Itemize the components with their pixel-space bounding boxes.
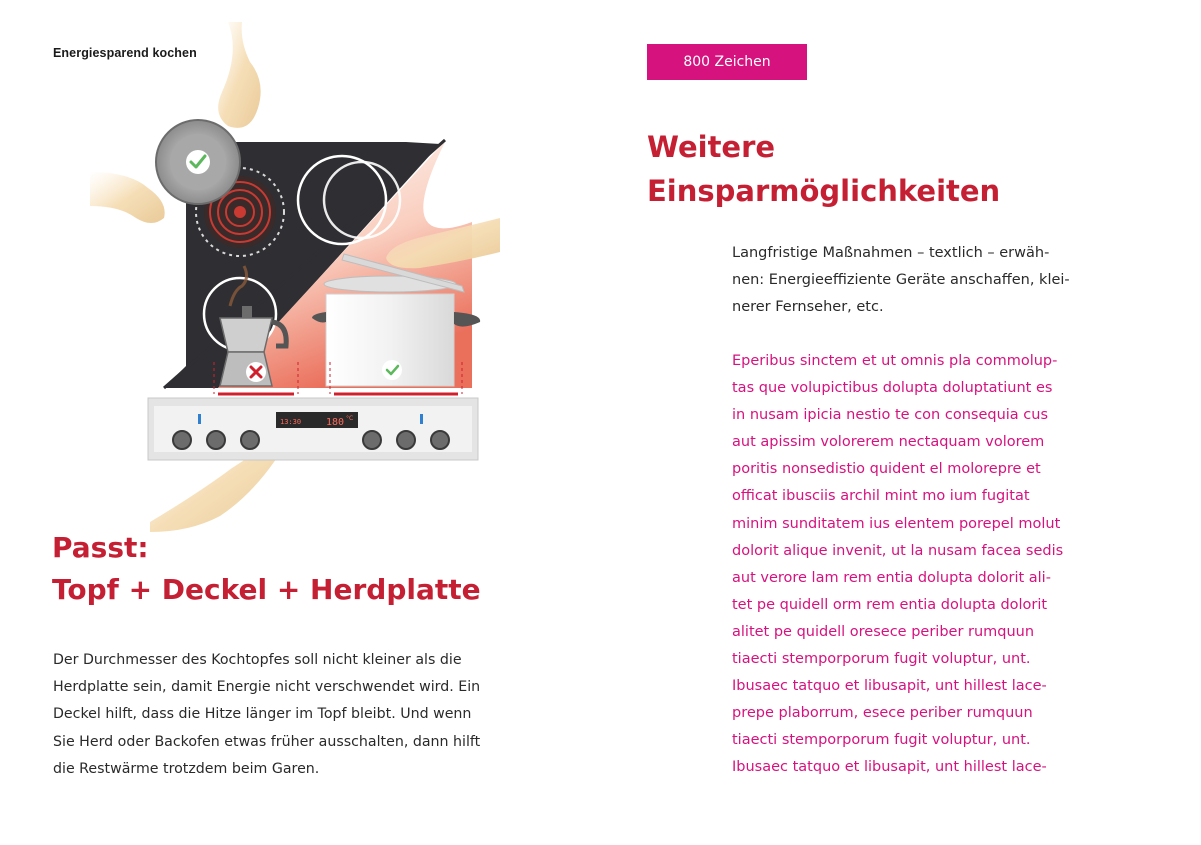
control-panel bbox=[148, 398, 478, 460]
placeholder-line: Ibusaec tatquo et libusapit, unt hillest lace- bbox=[732, 678, 1047, 695]
body-line: Herdplatte sein, damit Energie nicht verschwendet wird. Ein bbox=[53, 679, 481, 696]
character-count-badge: 800 Zeichen bbox=[647, 44, 807, 80]
section-heading bbox=[647, 125, 1000, 213]
placeholder-line: in nusam ipicia nestio te con consequia cus bbox=[732, 407, 1048, 424]
placeholder-line: poritis nonsedistio quident el molorepre et bbox=[732, 461, 1041, 478]
right-page bbox=[601, 0, 1201, 845]
placeholder-line: tiaecti stemporporum fugit voluptur, unt. bbox=[732, 732, 1031, 749]
body-line: Deckel hilft, dass die Hitze länger im Topf bleibt. Und wenn bbox=[53, 706, 472, 723]
body-line: Sie Herd oder Backofen etwas früher ausschalten, dann hilft bbox=[53, 733, 481, 750]
placeholder-line: dolorit alique invenit, ut la nusam facea sedis bbox=[732, 542, 1064, 559]
placeholder-line: aut apissim volorerem nectaquam volorem bbox=[732, 434, 1045, 451]
display-temp: 180 bbox=[326, 417, 345, 428]
stove-illustration bbox=[90, 22, 510, 532]
placeholder-line: tet pe quidell orm rem entia dolupta dolorit bbox=[732, 596, 1048, 613]
body-line: Der Durchmesser des Kochtopfes soll nicht kleiner als die bbox=[53, 652, 462, 668]
heading-line: Weitere bbox=[647, 130, 776, 164]
placeholder-line: Ibusaec tatquo et libusapit, unt hillest lace- bbox=[732, 759, 1047, 776]
intro-line: Langfristige Maßnahmen – textlich – erwäh- bbox=[732, 245, 1050, 261]
placeholder-line: alitet pe quidell oresece periber rumquun bbox=[732, 623, 1035, 640]
display-time: 13:30 bbox=[280, 418, 302, 426]
left-page bbox=[0, 0, 600, 845]
body-line: die Restwärme trotzdem beim Garen. bbox=[53, 760, 320, 777]
intro-line: nen: Energieeffiziente Geräte anschaffen, klei- bbox=[732, 272, 1070, 289]
section-heading bbox=[52, 527, 481, 611]
heading-line: Passt: bbox=[52, 531, 149, 564]
body-text bbox=[53, 647, 553, 783]
placeholder-line: minim sunditatem ius elentem porepel molut bbox=[732, 515, 1061, 532]
display-unit: °C bbox=[346, 415, 354, 422]
intro-text bbox=[732, 240, 1132, 322]
running-head: Energiesparend kochen bbox=[53, 46, 197, 60]
placeholder-line: tiaecti stemporporum fugit voluptur, unt. bbox=[732, 651, 1031, 668]
pan-lid bbox=[156, 120, 240, 204]
placeholder-text bbox=[732, 348, 1132, 782]
heading-line: Topf + Deckel + Herdplatte bbox=[52, 573, 481, 606]
placeholder-line: aut verore lam rem entia dolupta dolorit ali- bbox=[732, 569, 1051, 586]
placeholder-line: prepe plaborrum, esece periber rumquun bbox=[732, 705, 1033, 722]
heading-line: Einsparmöglichkeiten bbox=[647, 174, 1001, 208]
placeholder-line: tas que volupictibus dolupta doluptatiunt es bbox=[732, 380, 1053, 397]
intro-line: nerer Fernseher, etc. bbox=[732, 299, 884, 316]
placeholder-line: Eperibus sinctem et ut omnis pla commolup- bbox=[732, 353, 1058, 369]
placeholder-line: officat ibusciis archil mint mo ium fugitat bbox=[732, 488, 1030, 505]
